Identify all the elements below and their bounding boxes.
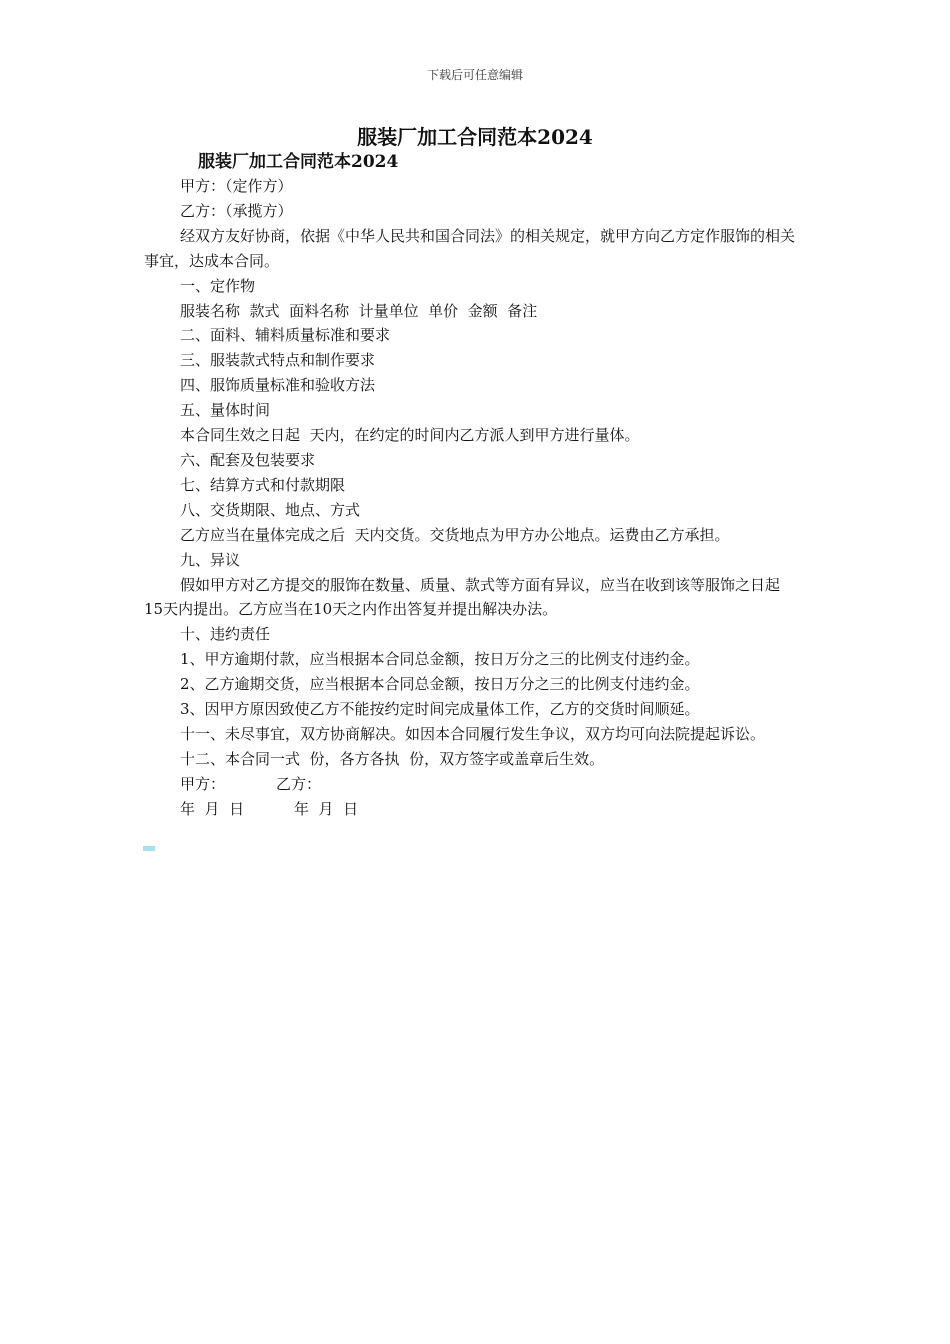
section-5-heading: 五、量体时间: [180, 401, 271, 420]
section-9-text: 假如甲方对乙方提交的服饰在数量、质量、款式等方面有异议，应当在收到该等服饰之日起15天内提出。乙方应当在10天之内作出答复并提出解决办法。: [144, 575, 781, 619]
contract-body: [144, 174, 816, 822]
header-note: 下载后可任意编辑: [426, 68, 523, 82]
section-10-item-3: 3、因甲方原因致使乙方不能按约定时间完成量体工作，乙方的交货时间顺延。: [180, 700, 700, 719]
signature-parties-row: [144, 772, 816, 797]
section-9-heading: 九、异议: [180, 550, 241, 569]
document-subtitle: 服装厂加工合同范本2024: [198, 152, 399, 172]
signature-dates-row: [144, 797, 816, 822]
signature-date-a: 年 月 日: [180, 799, 245, 818]
document-title: 服装厂加工合同范本2024: [357, 125, 593, 149]
section-8-text: 乙方应当在量体完成之后 天内交货。交货地点为甲方办公地点。运费由乙方承担。: [180, 525, 730, 544]
cursor-marker: [143, 846, 155, 851]
section-8-heading: 八、交货期限、地点、方式: [180, 500, 361, 519]
section-2-heading: 二、面料、辅料质量标准和要求: [180, 326, 391, 345]
section-7-heading: 七、结算方式和付款期限: [180, 475, 346, 494]
section-10-item-2: 2、乙方逾期交货，应当根据本合同总金额，按日万分之三的比例支付违约金。: [180, 675, 700, 694]
section-1-table-header: 服装名称 款式 面料名称 计量单位 单价 金额 备注: [180, 301, 538, 320]
section-12-text: 十二、本合同一式 份，各方各执 份，双方签字或盖章后生效。: [180, 749, 605, 768]
section-3-heading: 三、服装款式特点和制作要求: [180, 351, 376, 370]
signature-party-a-label: 甲方：: [180, 774, 226, 793]
section-10-heading: 十、违约责任: [180, 625, 271, 644]
section-1-heading: 一、定作物: [180, 276, 256, 295]
section-10-item-1: 1、甲方逾期付款，应当根据本合同总金额，按日万分之三的比例支付违约金。: [180, 650, 700, 669]
section-4-heading: 四、服饰质量标准和验收方法: [180, 376, 376, 395]
signature-party-b-label: 乙方：: [276, 774, 322, 793]
intro-paragraph: 经双方友好协商，依据《中华人民共和国合同法》的相关规定，就甲方向乙方定作服饰的相关事宜，达成本合同。: [144, 226, 796, 270]
party-b-line: 乙方：（承揽方）: [180, 201, 293, 220]
party-a-line: 甲方：（定作方）: [180, 177, 293, 195]
signature-date-b: 年 月 日: [294, 799, 359, 818]
section-6-heading: 六、配套及包装要求: [180, 450, 316, 469]
section-11-text: 十一、未尽事宜，双方协商解决。如因本合同履行发生争议，双方均可向法院提起诉讼。: [180, 724, 766, 743]
section-5-text: 本合同生效之日起 天内，在约定的时间内乙方派人到甲方进行量体。: [180, 426, 640, 445]
